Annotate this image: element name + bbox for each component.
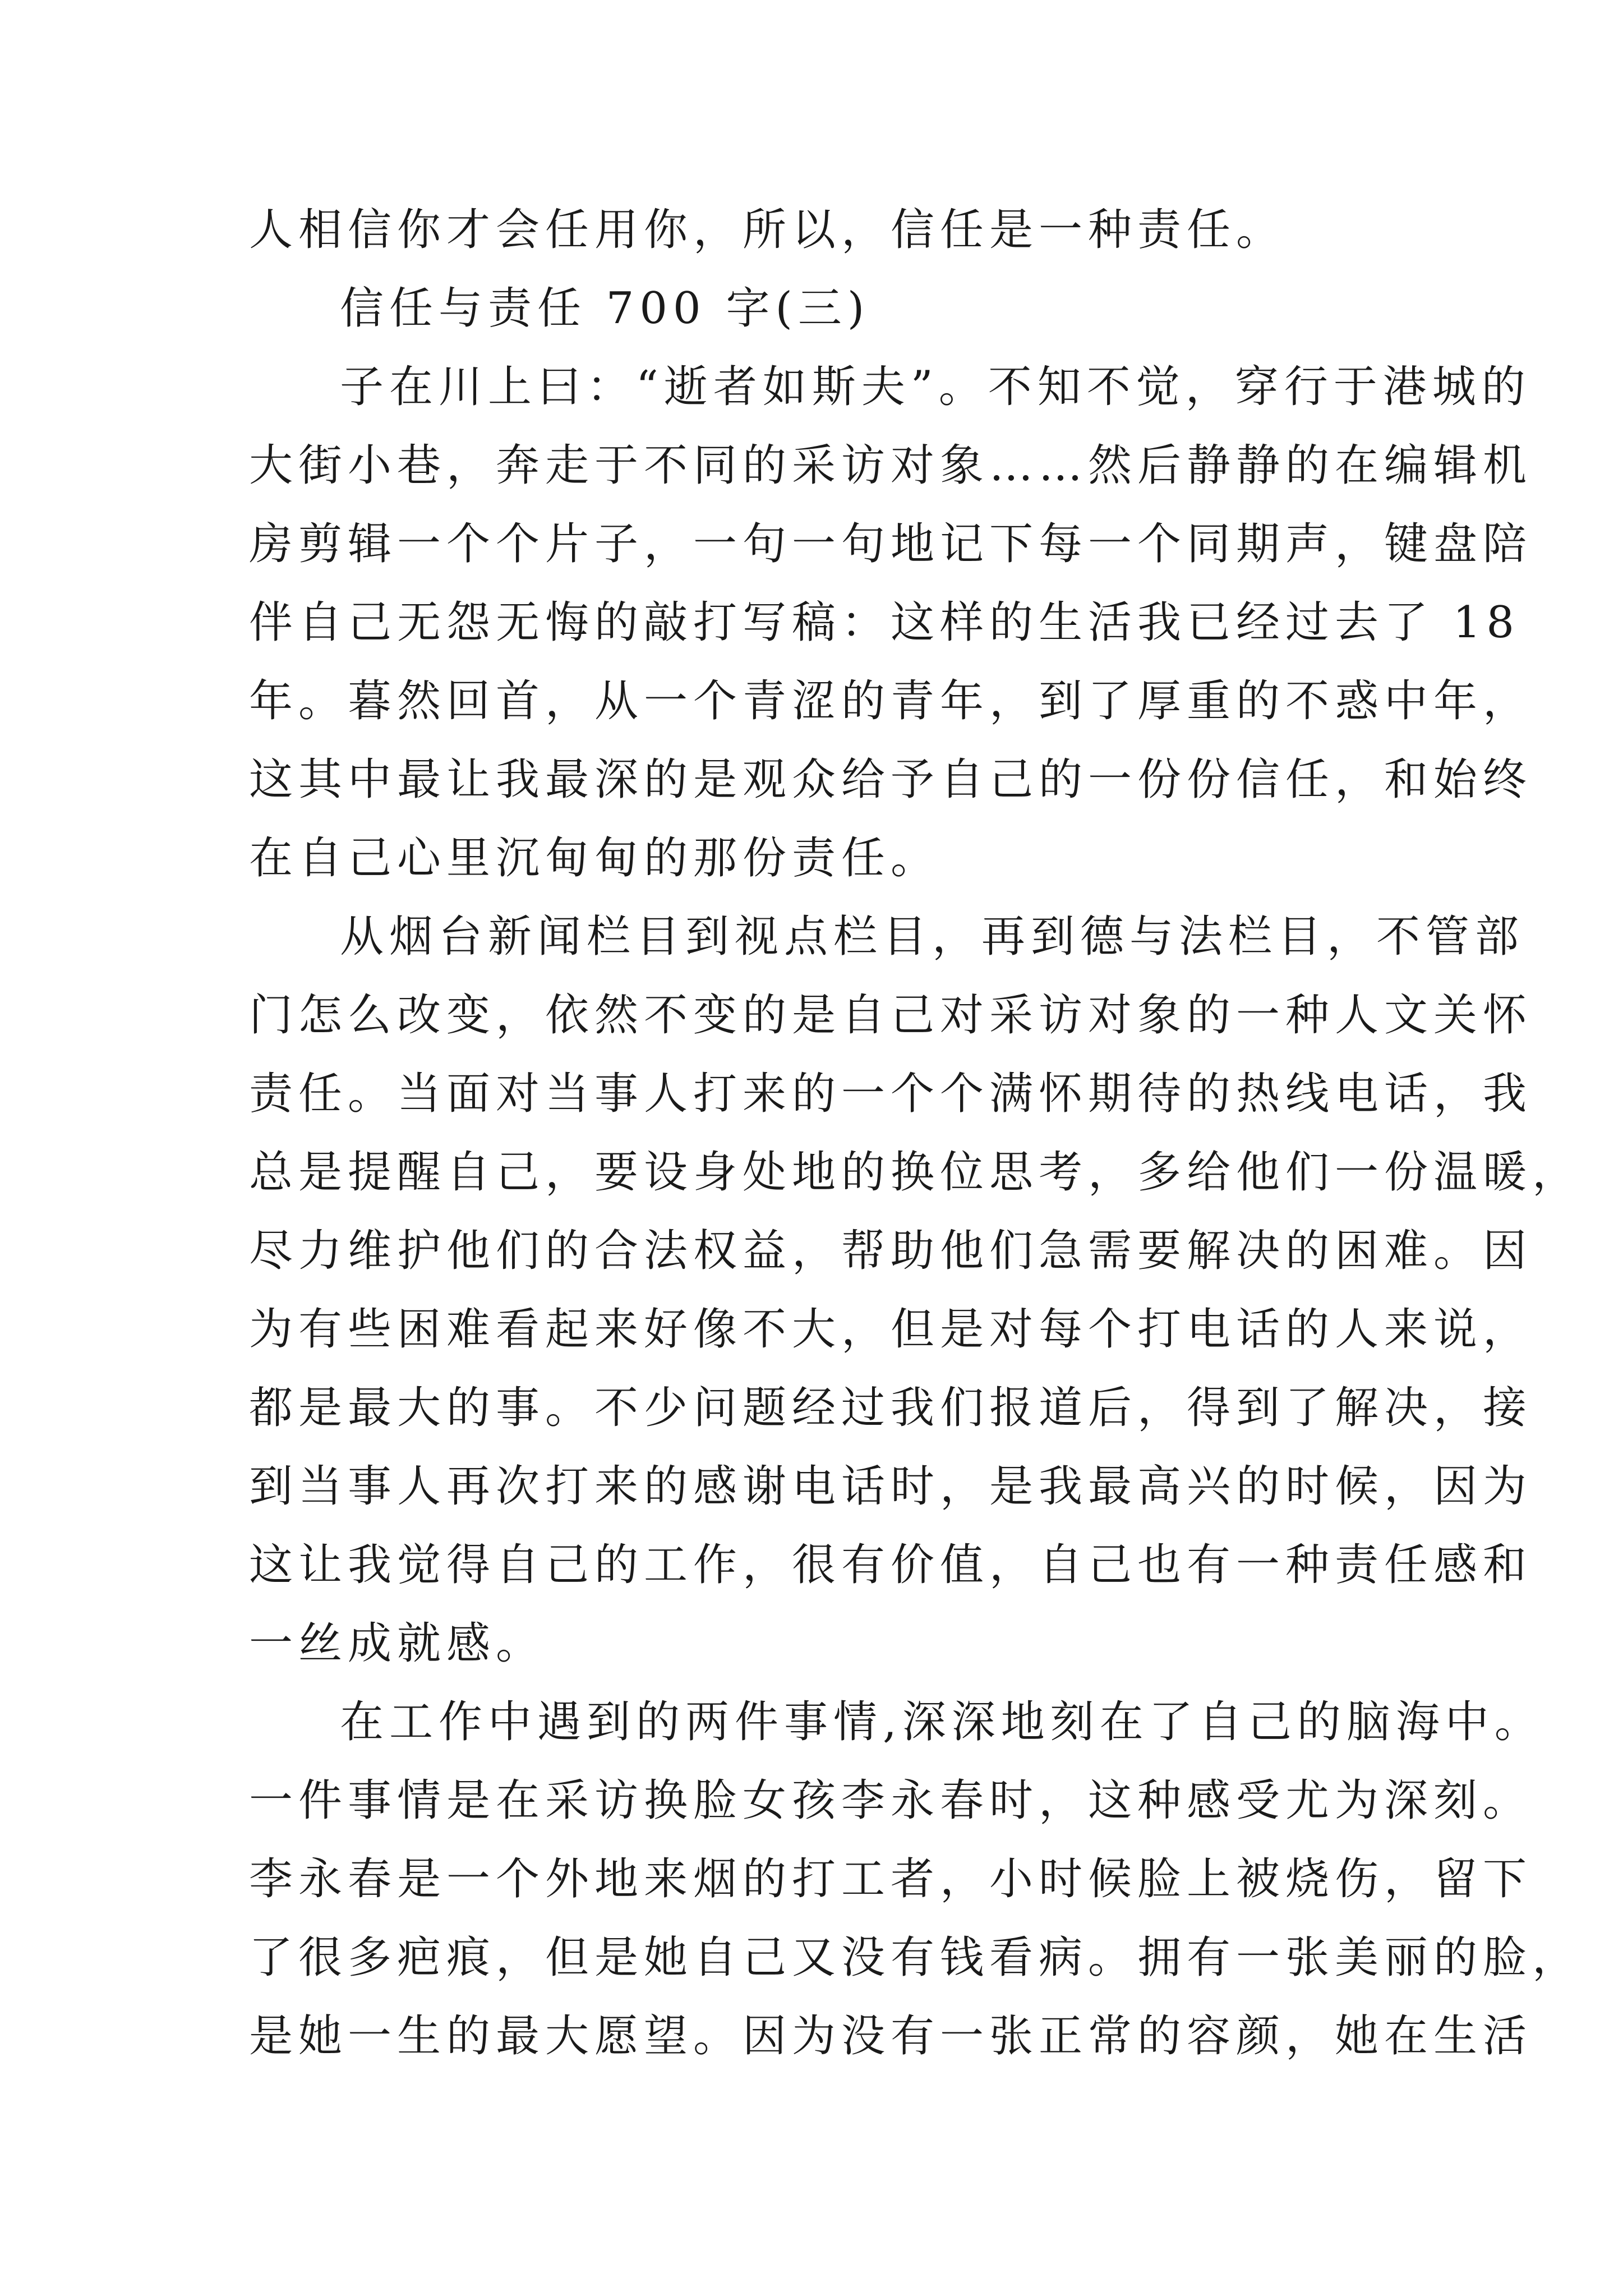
text-line: 伴自己无怨无悔的敲打写稿：这样的生活我已经过去了 18 — [249, 597, 1520, 648]
text-line: 门怎么改变，依然不变的是自己对采访对象的一种人文关怀 — [249, 990, 1533, 1041]
text-line: 从烟台新闻栏目到视点栏目，再到德与法栏目，不管部 — [340, 912, 1525, 962]
text-line: 是她一生的最大愿望。因为没有一张正常的容颜，她在生活 — [249, 2011, 1533, 2062]
text-line: 大街小巷，奔走于不同的采访对象……然后静静的在编辑机 — [249, 440, 1533, 491]
text-line: 都是最大的事。不少问题经过我们报道后，得到了解决，接 — [249, 1383, 1533, 1433]
text-line: 一丝成就感。 — [249, 1618, 546, 1669]
text-line: 这让我觉得自己的工作，很有价值，自己也有一种责任感和 — [249, 1540, 1533, 1590]
text-line: 在工作中遇到的两件事情,深深地刻在了自己的脑海中。 — [340, 1697, 1544, 1747]
text-line: 总是提醒自己，要设身处地的换位思考，多给他们一份温暖， — [249, 1147, 1582, 1198]
text-line: 年。暮然回首，从一个青涩的青年，到了厚重的不惑中年， — [249, 676, 1533, 726]
text-line: 尽力维护他们的合法权益，帮助他们急需要解决的困难。因 — [249, 1226, 1533, 1276]
text-line: 人相信你才会任用你，所以，信任是一种责任。 — [249, 205, 1286, 255]
text-line: 子在川上曰：“逝者如斯夫”。不知不觉，穿行于港城的 — [340, 362, 1531, 412]
text-line: 李永春是一个外地来烟的打工者，小时候脸上被烧伤，留下 — [249, 1854, 1533, 1904]
text-line: 这其中最让我最深的是观众给予自己的一份份信任，和始终 — [249, 754, 1533, 805]
section-heading: 信任与责任 700 字(三) — [340, 283, 870, 334]
text-line: 房剪辑一个个片子，一句一句地记下每一个同期声，键盘陪 — [249, 519, 1533, 569]
text-line: 责任。当面对当事人打来的一个个满怀期待的热线电话，我 — [249, 1069, 1533, 1119]
text-line: 了很多疤痕，但是她自己又没有钱看病。拥有一张美丽的脸， — [249, 1932, 1582, 1983]
text-line: 到当事人再次打来的感谢电话时，是我最高兴的时候，因为 — [249, 1461, 1533, 1512]
text-line: 在自己心里沉甸甸的那份责任。 — [249, 833, 940, 884]
text-line: 一件事情是在采访换脸女孩李永春时，这种感受尤为深刻。 — [249, 1775, 1533, 1826]
text-line: 为有些困难看起来好像不大，但是对每个打电话的人来说， — [249, 1304, 1533, 1355]
